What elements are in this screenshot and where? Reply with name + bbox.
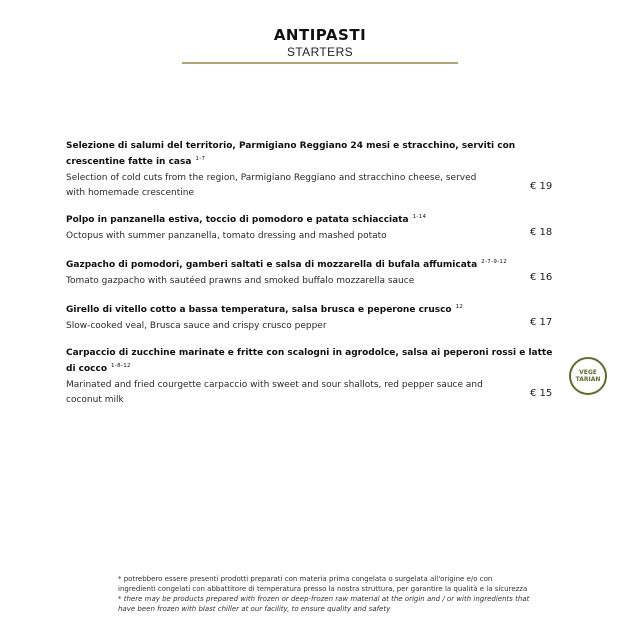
item-description: Marinated and fried courgette carpaccio with sweet and sour shallots, red pepper sauce and coconut milk — [66, 380, 483, 405]
item-price: € 15 — [530, 388, 553, 399]
allergen-codes: 2-7-9-12 — [481, 259, 508, 265]
item-description: Slow-cooked veal, Brusca sauce and crispy crusco pepper — [66, 321, 327, 331]
item-description: Octopus with summer panzanella, tomato dressing and mashed potato — [66, 231, 387, 241]
item-name: Girello di vitello cotto a bassa temperatura, salsa brusca e peperone crusco $^{12}$ — [66, 304, 464, 315]
menu-item — [66, 256, 556, 289]
allergen-codes: 1-8-12 — [111, 363, 131, 369]
item-description: Tomato gazpacho with sautéed prawns and smoked buffalo mozzarella sauce — [66, 276, 415, 286]
item-price: € 18 — [530, 227, 553, 238]
item-name: Polpo in panzanella estiva, toccio di pomodoro e patata schiacciata $^{1-14}$ — [66, 214, 427, 225]
badge-line-1: VEGE — [579, 369, 597, 376]
item-price: € 19 — [530, 181, 553, 192]
section-title: ANTIPASTI — [273, 26, 367, 44]
item-name: Selezione di salumi del territorio, Parmigiano Reggiano 24 mesi e stracchino, serviti con crescentine fatte in casa $^{1-7}$ — [66, 141, 516, 167]
footnote-english: * there may be products prepared with frozen or deep-frozen raw material at the origin and / or with ingredients that have been frozen with blast chiller at our facility, to ensure quality and safety — [118, 595, 530, 613]
menu-item — [66, 211, 556, 244]
section-subtitle: STARTERS — [286, 45, 354, 59]
menu-header — [0, 26, 640, 59]
frozen-products-footnote — [118, 574, 530, 614]
menu-item — [66, 301, 556, 334]
footnote-italian: * potrebbero essere presenti prodotti preparati con materia prima congelata o surgelata all'origine e/o con ingredienti congelati con abbattitore di temperatura presso la nostra struttura, per garantire la qualità e la sicurezza — [118, 575, 528, 593]
allergen-codes: 1-7 — [195, 156, 206, 162]
item-price: € 17 — [530, 317, 553, 328]
header-divider — [182, 62, 458, 64]
item-description: Selection of cold cuts from the region, Parmigiano Reggiano and stracchino cheese, served with homemade crescentine — [66, 173, 477, 198]
item-price: € 16 — [530, 272, 553, 283]
item-name: Gazpacho di pomodori, gamberi saltati e salsa di mozzarella di bufala affumicata $^{2-7-9-12}$ — [66, 259, 508, 270]
menu-item — [66, 347, 556, 408]
badge-line-2: TARIAN — [575, 376, 601, 383]
item-name: Carpaccio di zucchine marinate e fritte con scalogni in agrodolce, salsa ai peperoni rossi e latte di cocco $^{1-8-12}$ — [66, 348, 553, 374]
allergen-codes: 1-14 — [412, 214, 427, 220]
vegetarian-badge-icon — [569, 357, 607, 395]
allergen-codes: 12 — [455, 304, 464, 310]
menu-item — [66, 140, 556, 201]
